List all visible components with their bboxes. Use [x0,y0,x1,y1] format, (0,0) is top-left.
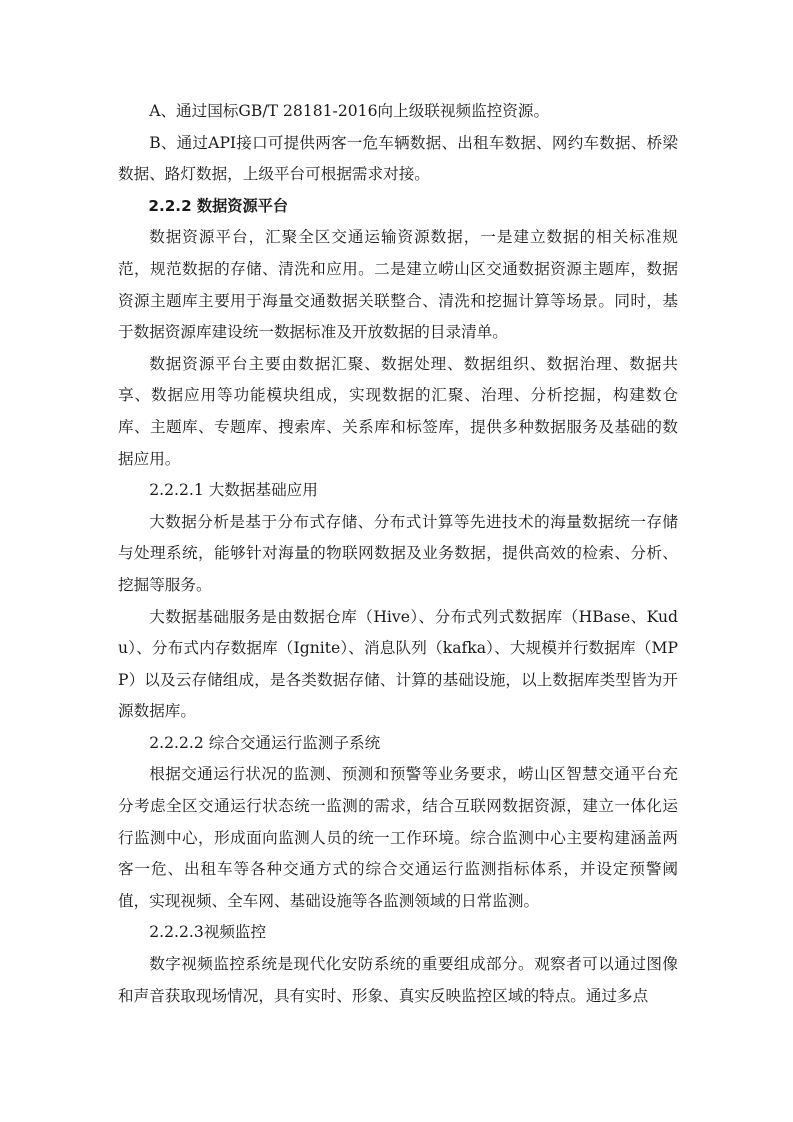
paragraph-option-b: B、通过API接口可提供两客一危车辆数据、出租车数据、网约车数据、桥梁数据、路灯数据，上级平台可根据需求对接。 [118,133,678,184]
paragraph-video-surveillance: 数字视频监控系统是现代化安防系统的重要组成部分。观察者可以通过图像和声音获取现场情况，具有实时、形象、真实反映监控区域的特点。通过多点 [118,955,678,1005]
section-heading-2-2-2: 2.2.2 数据资源平台 [148,196,289,215]
paragraph-bigdata-analysis: 大数据分析是基于分布式存储、分布式计算等先进技术的海量数据统一存储与处理系统，能够针对海量的物联网数据及业务数据，提供高效的检索、分析、挖掘等服务。 [118,512,678,594]
subsection-heading-2-2-2-3: 2.2.2.3视频监控 [149,923,267,942]
subsection-heading-2-2-2-2: 2.2.2.2 综合交通运行监测子系统 [149,733,381,752]
document-page [118,96,678,1012]
paragraph-platform-intro: 数据资源平台，汇聚全区交通运输资源数据，一是建立数据的相关标准规范，规范数据的存储、清洗和应用。二是建立崂山区交通数据资源主题库，数据资源主题库主要用于海量交通数据关联整合、清洗和挖掘计算等场景。同时，基于数据资源库建设统一数据标准及开放数据的目录清单。 [118,228,678,342]
paragraph-option-a: A、通过国标GB/T 28181-2016向上级联视频监控资源。 [149,102,550,120]
paragraph-platform-modules: 数据资源平台主要由数据汇聚、数据处理、数据组织、数据治理、数据共享、数据应用等功能模块组成，实现数据的汇聚、治理、分析挖掘，构建数仓库、主题库、专题库、搜索库、关系库和标签库，提供多种数据服务及基础的数据应用。 [118,354,678,468]
paragraph-traffic-monitoring: 根据交通运行状况的监测、预测和预警等业务要求，崂山区智慧交通平台充分考虑全区交通运行状态统一监测的需求，结合互联网数据资源，建立一体化运行监测中心，形成面向监测人员的统一工作环境。综合监测中心主要构建涵盖两客一危、出租车等各种交通方式的综合交通运行监测指标体系，并设定预警阈值，实现视频、全车网、基础设施等各监测领域的日常监测。 [118,765,678,910]
subsection-heading-2-2-2-1: 2.2.2.1 大数据基础应用 [149,481,318,500]
paragraph-bigdata-services: 大数据基础服务是由数据仓库（Hive）、分布式列式数据库（HBase、Kudu）、分布式内存数据库（Ignite）、消息队列（kafka）、大规模并行数据库（MPP）以及云存储组成，是各类数据存储、计算的基础设施，以上数据库类型皆为开源数据库。 [118,607,678,721]
